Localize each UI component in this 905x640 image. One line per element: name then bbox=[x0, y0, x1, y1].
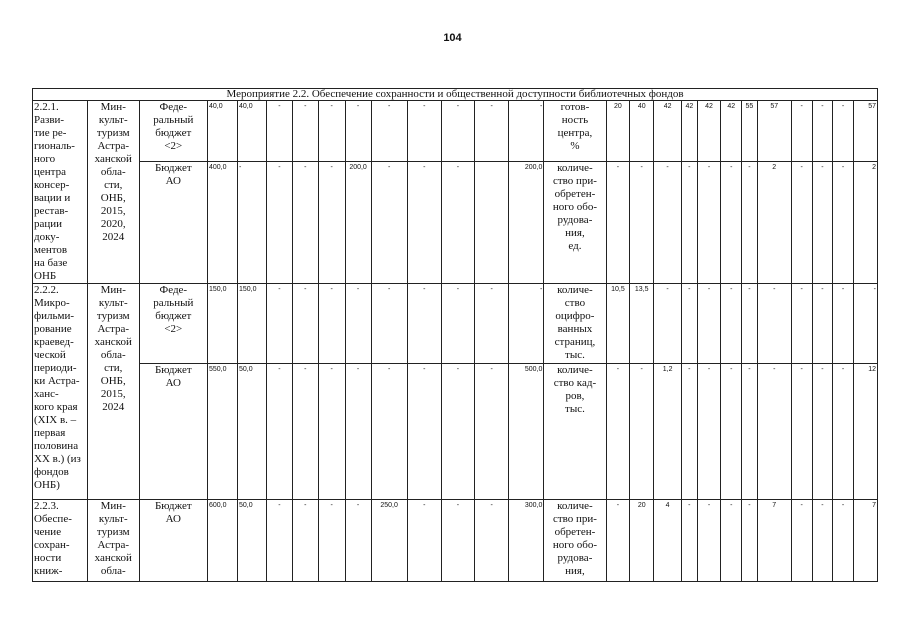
indicator-value: 12 bbox=[853, 364, 877, 500]
program-table bbox=[32, 88, 878, 582]
indicator-value: 1,2 bbox=[654, 364, 682, 500]
indicator-value: 20 bbox=[606, 101, 630, 162]
text-line: ного обо- bbox=[552, 539, 597, 551]
indicator-value: - bbox=[721, 364, 742, 500]
text-line: культ- bbox=[98, 297, 128, 309]
text-line: ОНБ bbox=[34, 270, 57, 282]
indicator-value: 7 bbox=[853, 500, 877, 582]
table-row bbox=[33, 500, 878, 582]
indicator-value: - bbox=[812, 101, 833, 162]
text-line: 2024 bbox=[102, 401, 125, 413]
indicator-value: - bbox=[682, 364, 698, 500]
section-header-row bbox=[33, 89, 878, 101]
text-line: центра, bbox=[557, 127, 593, 139]
year-amount: - bbox=[292, 101, 318, 162]
year-amount: - bbox=[441, 364, 474, 500]
indicator-value: - bbox=[791, 500, 812, 582]
year-amount: 150,0 bbox=[237, 284, 266, 364]
year-amount: - bbox=[407, 500, 441, 582]
indicator-value: - bbox=[697, 500, 721, 582]
year-amount: - bbox=[345, 284, 371, 364]
activity-code: 2.2.2. bbox=[34, 284, 59, 296]
text-line: фондов bbox=[34, 466, 69, 478]
activity-code: 2.2.1. bbox=[34, 101, 59, 113]
indicator-value: 4 bbox=[654, 500, 682, 582]
year-amount: - bbox=[407, 364, 441, 500]
indicator-value: - bbox=[757, 284, 791, 364]
funding-source bbox=[139, 364, 207, 500]
indicator-value: - bbox=[697, 364, 721, 500]
indicator-value: 40 bbox=[630, 101, 654, 162]
text-line: гиональ- bbox=[34, 140, 75, 152]
text-line: ного обо- bbox=[552, 201, 597, 214]
text-line: Феде- bbox=[159, 284, 188, 296]
text-line: рации bbox=[34, 218, 63, 230]
indicator-value: - bbox=[682, 284, 698, 364]
text-line: первая bbox=[34, 427, 66, 439]
activity-code-name bbox=[33, 284, 88, 500]
indicator-value: - bbox=[742, 500, 758, 582]
total-amount: 150,0 bbox=[207, 284, 237, 364]
text-line: Астра- bbox=[97, 323, 130, 335]
executor bbox=[87, 284, 139, 500]
text-line: тыс. bbox=[565, 349, 585, 361]
indicator-value: - bbox=[654, 162, 682, 284]
indicator-value: - bbox=[697, 162, 721, 284]
year-amount: 200,0 bbox=[509, 162, 544, 284]
text-line: культ- bbox=[98, 114, 128, 126]
indicator-value: 7 bbox=[757, 500, 791, 582]
indicator-name bbox=[544, 284, 606, 364]
total-amount: 40,0 bbox=[207, 101, 237, 162]
text-line: центра bbox=[34, 166, 66, 178]
table-row bbox=[33, 101, 878, 162]
indicator-value: 42 bbox=[697, 101, 721, 162]
text-line: туризм bbox=[96, 526, 130, 538]
text-line: АО bbox=[165, 175, 181, 188]
year-amount: - bbox=[266, 364, 292, 500]
activity-code-name bbox=[33, 500, 88, 582]
text-line: ки Астра- bbox=[34, 375, 80, 387]
indicator-value: - bbox=[742, 284, 758, 364]
text-line: АО bbox=[165, 513, 181, 525]
text-line: вации и bbox=[34, 192, 71, 204]
year-amount: - bbox=[475, 284, 509, 364]
text-line: книж- bbox=[34, 565, 63, 577]
indicator-name bbox=[544, 500, 606, 582]
text-line: количе- bbox=[557, 162, 593, 175]
year-amount: - bbox=[371, 162, 407, 284]
year-amount: - bbox=[475, 101, 509, 162]
executor bbox=[87, 500, 139, 582]
activity-code: 2.2.3. bbox=[34, 500, 59, 512]
text-line: Феде- bbox=[159, 101, 188, 113]
indicator-value: - bbox=[606, 162, 630, 284]
text-line: рование bbox=[34, 323, 72, 335]
text-line: 2015, bbox=[100, 388, 126, 400]
text-line: культ- bbox=[98, 513, 128, 525]
indicator-value: - bbox=[791, 101, 812, 162]
text-line: XX в.) (из bbox=[34, 453, 81, 465]
indicator-value: 2 bbox=[757, 162, 791, 284]
text-line: консер- bbox=[34, 179, 70, 191]
text-line: на базе bbox=[34, 257, 68, 269]
text-line: ческой bbox=[34, 349, 66, 361]
year-amount: - bbox=[407, 101, 441, 162]
indicator-value: - bbox=[721, 284, 742, 364]
text-line: ство при- bbox=[552, 175, 597, 188]
year-amount: - bbox=[266, 500, 292, 582]
text-line: бюджет bbox=[155, 127, 192, 139]
text-line: ности bbox=[34, 552, 62, 564]
indicator-value: 20 bbox=[630, 500, 654, 582]
indicator-name bbox=[544, 162, 606, 284]
indicator-value: 42 bbox=[654, 101, 682, 162]
text-line: рестав- bbox=[34, 205, 69, 217]
text-line: Мин- bbox=[100, 284, 126, 296]
indicator-value: - bbox=[833, 101, 854, 162]
year-amount: - bbox=[441, 101, 474, 162]
indicator-value: - bbox=[721, 500, 742, 582]
indicator-value: 13,5 bbox=[630, 284, 654, 364]
text-line: Мин- bbox=[100, 101, 126, 113]
year-amount: - bbox=[318, 500, 345, 582]
text-line: обла- bbox=[100, 349, 126, 361]
year-amount: - bbox=[318, 284, 345, 364]
year-amount: - bbox=[266, 162, 292, 284]
year-amount: - bbox=[441, 284, 474, 364]
text-line: <2> bbox=[164, 323, 183, 335]
indicator-value: - bbox=[812, 364, 833, 500]
year-amount: 50,0 bbox=[237, 364, 266, 500]
text-line: ед. bbox=[568, 240, 582, 253]
year-amount bbox=[475, 162, 509, 284]
text-line: ханс- bbox=[34, 388, 59, 400]
text-line: ментов bbox=[34, 244, 68, 256]
indicator-value: - bbox=[630, 162, 654, 284]
indicator-value: - bbox=[833, 162, 854, 284]
total-amount: 400,0 bbox=[207, 162, 237, 284]
year-amount: - bbox=[475, 500, 509, 582]
indicator-value: - bbox=[833, 284, 854, 364]
text-line: периоди- bbox=[34, 362, 77, 374]
funding-source bbox=[139, 500, 207, 582]
indicator-value: - bbox=[742, 162, 758, 284]
text-line: кого края bbox=[34, 401, 78, 413]
indicator-value: - bbox=[812, 162, 833, 284]
indicator-value: - bbox=[791, 364, 812, 500]
text-line: Микро- bbox=[34, 297, 70, 309]
indicator-value: - bbox=[721, 162, 742, 284]
text-line: ОНБ, bbox=[100, 192, 126, 204]
text-line: сти, bbox=[104, 362, 123, 374]
section-title: Мероприятие 2.2. Обеспечение сохранности и общественной доступности библиотечных фондов bbox=[33, 89, 878, 101]
indicator-value: - bbox=[791, 162, 812, 284]
text-line: количе- bbox=[557, 364, 593, 376]
text-line: Бюджет bbox=[154, 500, 192, 512]
table-row bbox=[33, 162, 878, 284]
year-amount: - bbox=[441, 162, 474, 284]
text-line: рудова- bbox=[557, 552, 593, 564]
year-amount: - bbox=[266, 284, 292, 364]
text-line: рудова- bbox=[557, 214, 593, 227]
indicator-value: - bbox=[812, 500, 833, 582]
indicator-value: - bbox=[654, 284, 682, 364]
indicator-value: 57 bbox=[853, 101, 877, 162]
indicator-value: 57 bbox=[757, 101, 791, 162]
indicator-value: 42 bbox=[682, 101, 698, 162]
indicator-value: - bbox=[697, 284, 721, 364]
text-line: ния, bbox=[565, 565, 585, 577]
total-amount: 550,0 bbox=[207, 364, 237, 500]
indicator-value: - bbox=[833, 364, 854, 500]
year-amount: - bbox=[318, 364, 345, 500]
text-line: страниц, bbox=[554, 336, 596, 348]
text-line: Обеспе- bbox=[34, 513, 72, 525]
text-line: ного bbox=[34, 153, 56, 165]
text-line: туризм bbox=[96, 127, 130, 139]
text-line: ров, bbox=[565, 390, 585, 402]
text-line: Астра- bbox=[97, 539, 130, 551]
text-line: сохран- bbox=[34, 539, 70, 551]
table-row bbox=[33, 284, 878, 364]
text-line: доку- bbox=[34, 231, 60, 243]
text-line: количе- bbox=[557, 284, 593, 296]
indicator-value: 2 bbox=[853, 162, 877, 284]
year-amount: - bbox=[318, 101, 345, 162]
year-amount: 250,0 bbox=[371, 500, 407, 582]
text-line: ханской bbox=[94, 336, 132, 348]
text-line: ханской bbox=[94, 153, 132, 165]
text-line: ОНБ) bbox=[34, 479, 60, 491]
indicator-value: - bbox=[606, 364, 630, 500]
text-line: ОНБ, bbox=[100, 375, 126, 387]
funding-source bbox=[139, 101, 207, 162]
funding-source bbox=[139, 284, 207, 364]
executor bbox=[87, 101, 139, 284]
text-line: ность bbox=[561, 114, 589, 126]
page-number: 104 bbox=[443, 32, 462, 44]
year-amount: - bbox=[407, 284, 441, 364]
text-line: половина bbox=[34, 440, 79, 452]
year-amount: - bbox=[266, 101, 292, 162]
year-amount: - bbox=[509, 101, 544, 162]
year-amount: - bbox=[441, 500, 474, 582]
text-line: ванных bbox=[557, 323, 593, 335]
year-amount: - bbox=[318, 162, 345, 284]
indicator-name bbox=[544, 101, 606, 162]
text-line: обретен- bbox=[554, 188, 596, 201]
year-amount: - bbox=[292, 500, 318, 582]
year-amount: - bbox=[345, 364, 371, 500]
text-line: Мин- bbox=[100, 500, 126, 512]
text-line: ния, bbox=[565, 227, 585, 240]
year-amount: - bbox=[345, 101, 371, 162]
indicator-value: - bbox=[812, 284, 833, 364]
year-amount: 50,0 bbox=[237, 500, 266, 582]
indicator-value: - bbox=[791, 284, 812, 364]
text-line: сти, bbox=[104, 179, 123, 191]
text-line: количе- bbox=[557, 500, 593, 512]
text-line: Бюджет bbox=[154, 364, 192, 376]
text-line: туризм bbox=[96, 310, 130, 322]
year-amount: 40,0 bbox=[237, 101, 266, 162]
text-line: чение bbox=[34, 526, 62, 538]
text-line: обретен- bbox=[554, 526, 596, 538]
text-line: фильми- bbox=[34, 310, 75, 322]
year-amount: - bbox=[371, 284, 407, 364]
indicator-value: 10,5 bbox=[606, 284, 630, 364]
year-amount: - bbox=[292, 284, 318, 364]
indicator-value: - bbox=[853, 284, 877, 364]
text-line: тие ре- bbox=[34, 127, 67, 139]
year-amount: - bbox=[292, 364, 318, 500]
text-line: бюджет bbox=[155, 310, 192, 322]
year-amount: - bbox=[292, 162, 318, 284]
text-line: АО bbox=[165, 377, 181, 389]
year-amount: - bbox=[407, 162, 441, 284]
text-line: обла- bbox=[100, 565, 126, 577]
year-amount: - bbox=[371, 101, 407, 162]
year-amount: - bbox=[345, 500, 371, 582]
total-amount: 600,0 bbox=[207, 500, 237, 582]
indicator-name bbox=[544, 364, 606, 500]
year-amount: - bbox=[237, 162, 266, 284]
text-line: ральный bbox=[153, 297, 194, 309]
text-line: 2015, bbox=[100, 205, 126, 217]
text-line: ство кад- bbox=[553, 377, 597, 389]
year-amount: - bbox=[475, 364, 509, 500]
text-line: тыс. bbox=[565, 403, 585, 415]
text-line: <2> bbox=[164, 140, 183, 152]
text-line: оцифро- bbox=[555, 310, 595, 322]
indicator-value: - bbox=[833, 500, 854, 582]
indicator-value: - bbox=[682, 162, 698, 284]
year-amount: 300,0 bbox=[509, 500, 544, 582]
year-amount: - bbox=[509, 284, 544, 364]
text-line: ханской bbox=[94, 552, 132, 564]
activity-code-name bbox=[33, 101, 88, 284]
year-amount: 500,0 bbox=[509, 364, 544, 500]
text-line: ство bbox=[564, 297, 586, 309]
indicator-value: 42 bbox=[721, 101, 742, 162]
table-row bbox=[33, 364, 878, 500]
year-amount: - bbox=[371, 364, 407, 500]
indicator-value: - bbox=[682, 500, 698, 582]
text-line: ство при- bbox=[552, 513, 597, 525]
indicator-value: 55 bbox=[742, 101, 758, 162]
text-line: 2024 bbox=[102, 231, 125, 243]
text-line: краевед- bbox=[34, 336, 74, 348]
text-line: % bbox=[570, 140, 580, 152]
indicator-value: - bbox=[742, 364, 758, 500]
year-amount: 200,0 bbox=[345, 162, 371, 284]
text-line: ральный bbox=[153, 114, 194, 126]
text-line: Астра- bbox=[97, 140, 130, 152]
indicator-value: - bbox=[630, 364, 654, 500]
indicator-value: - bbox=[606, 500, 630, 582]
text-line: (XIX в. – bbox=[34, 414, 77, 426]
funding-source bbox=[139, 162, 207, 284]
text-line: Разви- bbox=[34, 114, 65, 126]
text-line: обла- bbox=[100, 166, 126, 178]
text-line: Бюджет bbox=[154, 162, 192, 175]
text-line: 2020, bbox=[100, 218, 126, 230]
indicator-value: - bbox=[757, 364, 791, 500]
text-line: готов- bbox=[560, 101, 590, 113]
